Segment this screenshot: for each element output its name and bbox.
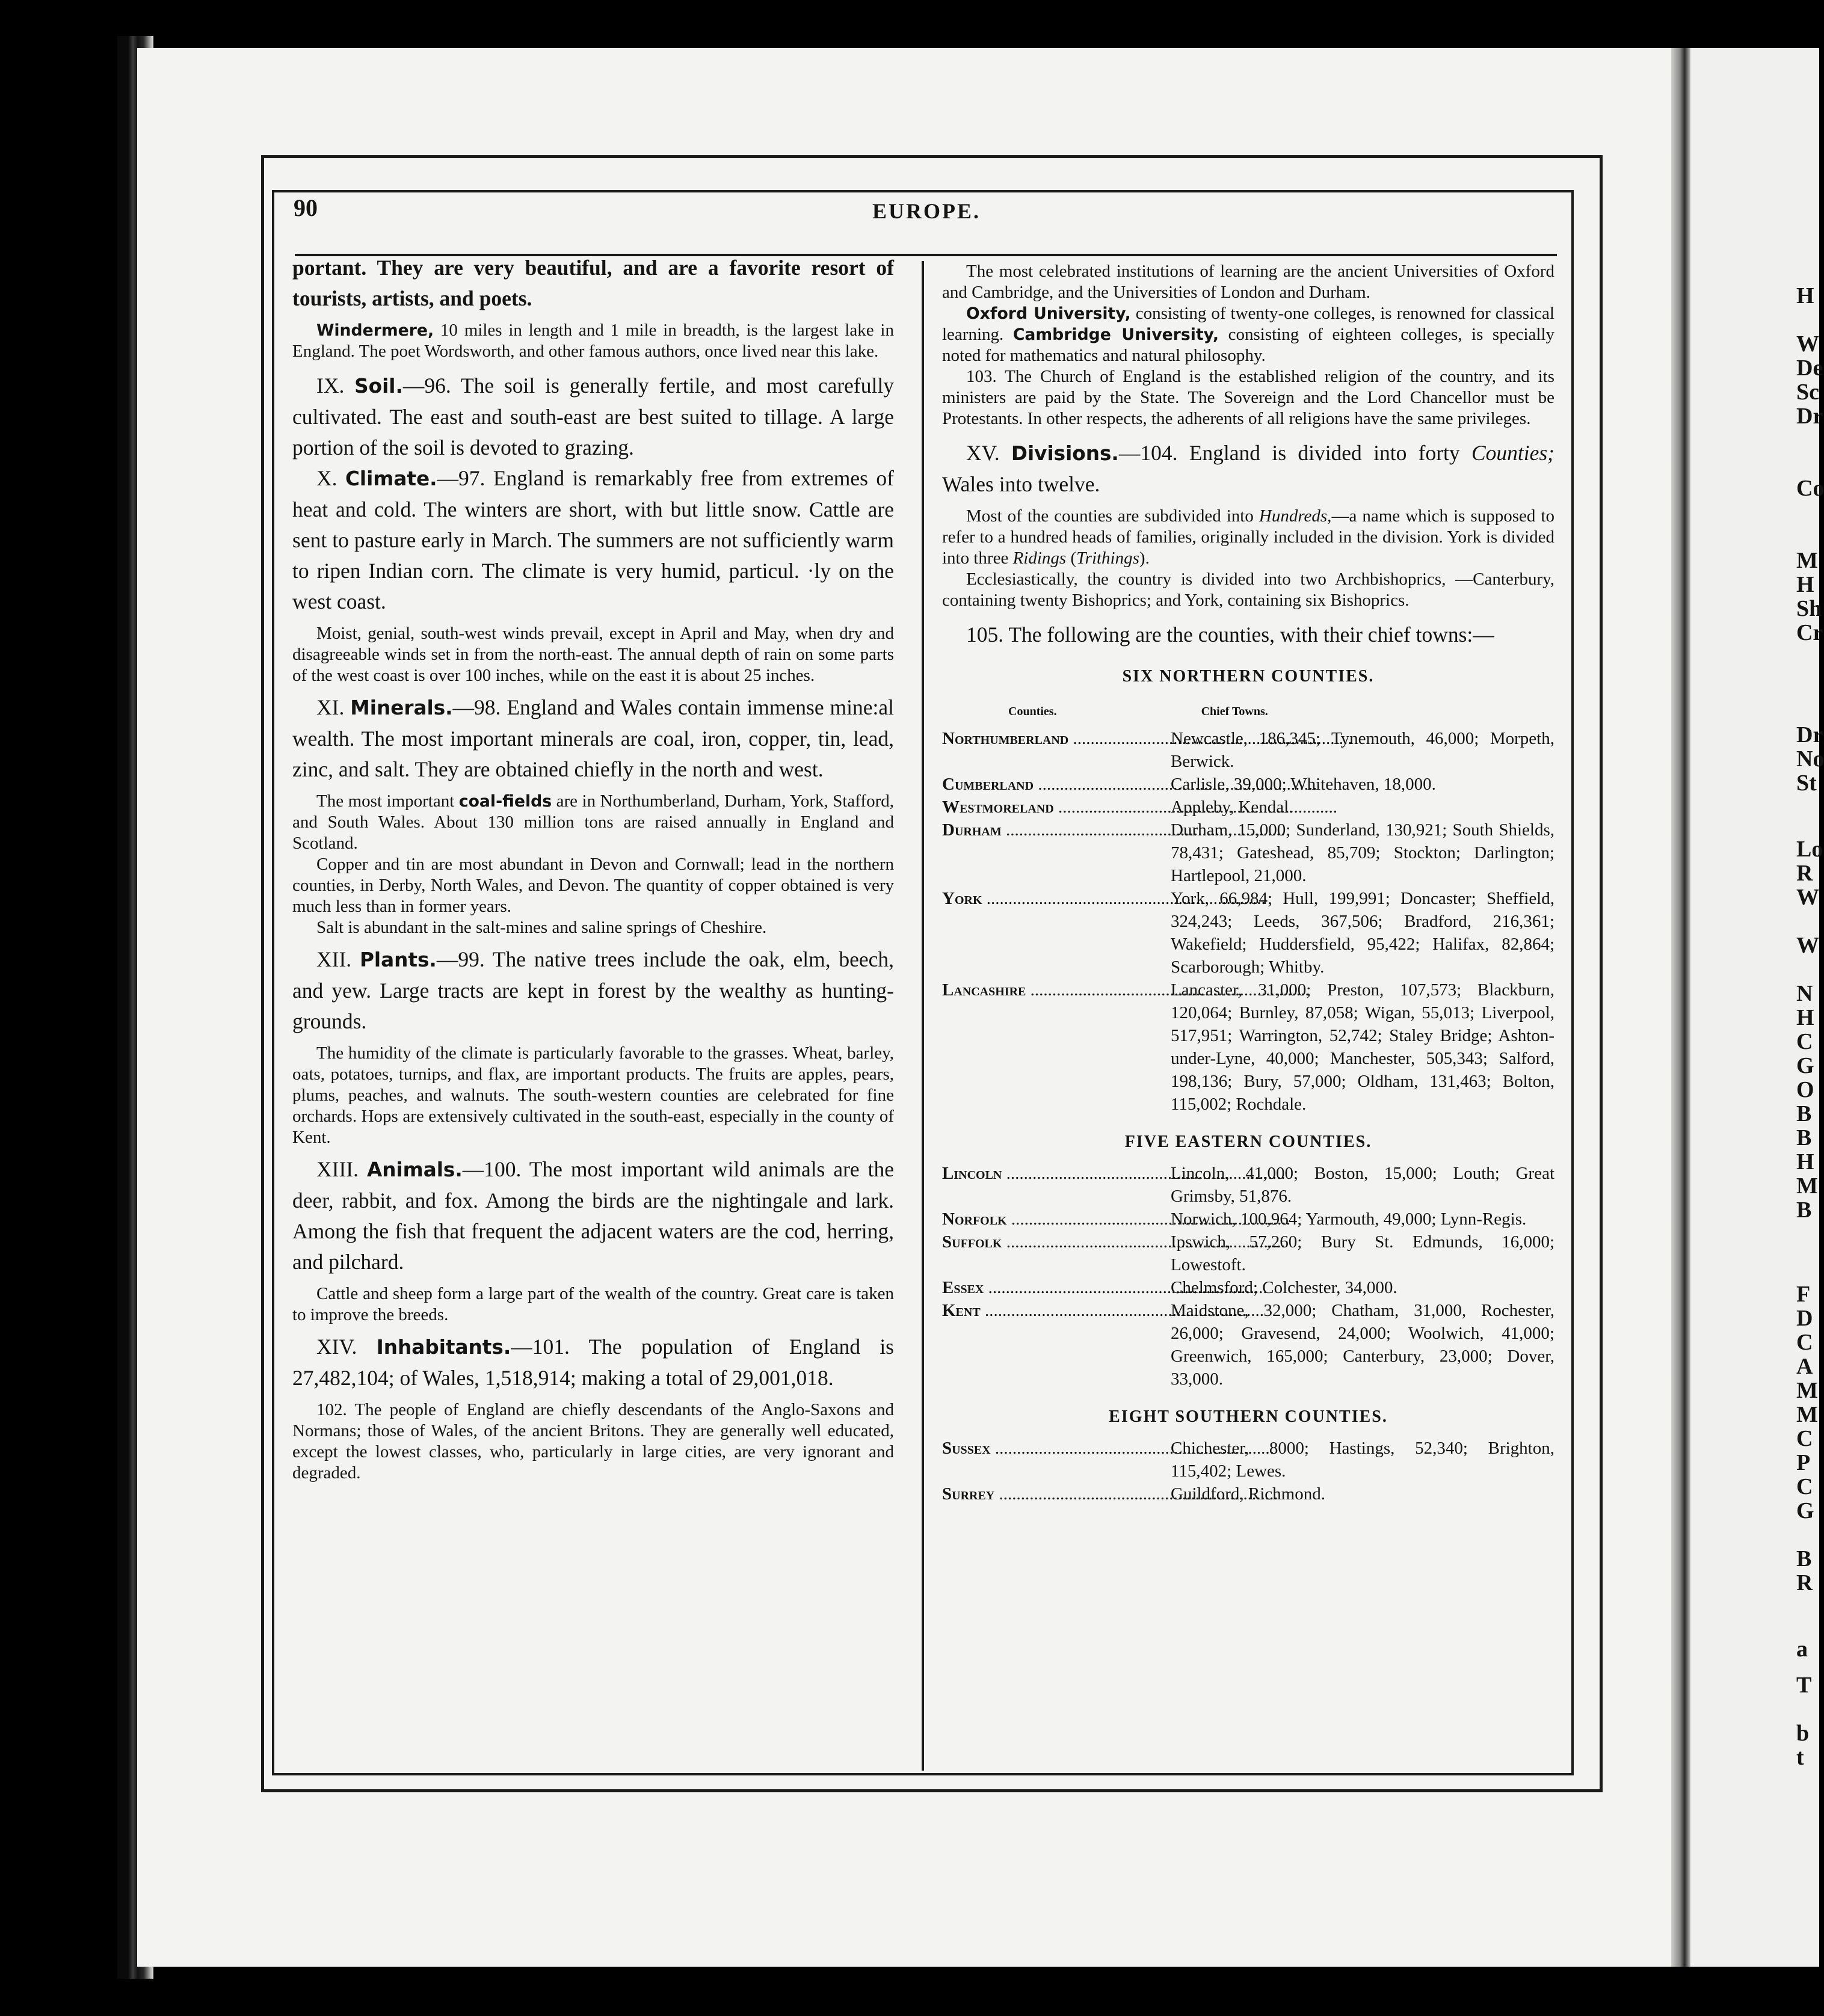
adjacent-page-fragment: M (1796, 1173, 1818, 1199)
adjacent-page-fragment: O (1796, 1077, 1814, 1102)
adjacent-page-fragment: H (1796, 572, 1814, 597)
adjacent-page-fragment: T (1796, 1673, 1812, 1698)
adjacent-page-fragment: R (1796, 861, 1813, 886)
county-row (942, 1483, 1554, 1505)
county-row (942, 819, 1554, 887)
adjacent-page-fragment: W (1796, 933, 1819, 958)
adjacent-page-fragment: C (1796, 1426, 1813, 1451)
county-row (942, 1276, 1554, 1299)
county-towns: Lincoln, 41,000; Boston, 15,000; Louth; Great Grimsby, 51,876. (1171, 1164, 1554, 1206)
county-name: Sussex ..... (942, 1437, 1171, 1483)
adjacent-page-fragment: B (1796, 1101, 1812, 1126)
minerals-heading: Minerals. (350, 696, 453, 719)
plants-number: XII. (316, 947, 360, 971)
oxford-text: consisting of twenty-one colleges, is renowned for classical learning. (942, 304, 1554, 344)
adjacent-page-fragment: M (1796, 1402, 1818, 1427)
adjacent-page-fragment: G (1796, 1498, 1814, 1523)
county-group-title: FIVE EASTERN COUNTIES. (1124, 1132, 1372, 1151)
adjacent-page-fragment: Lo (1796, 837, 1823, 862)
divisions-text-b: Wales into twelve. (942, 472, 1100, 496)
salt-note: Salt is abundant in the salt-mines and saline springs of Cheshire. (316, 918, 767, 937)
left-column (292, 253, 894, 1484)
inhabitants-heading: Inhabitants. (376, 1336, 511, 1359)
animals-heading: Animals. (366, 1158, 463, 1181)
hundreds-note (942, 506, 1554, 569)
church-note: 103. The Church of England is the established religion of the country, and its ministers are paid by the State. The Sovereign and the Lord Chancellor must be Protestants. In other respects, the adherents of all religions have the same privileges. (942, 367, 1554, 428)
windermere-note (292, 320, 894, 362)
hundreds-term: Hundreds, (1259, 506, 1332, 526)
ridings-text: ( (1066, 549, 1077, 568)
county-towns: Appleby, Kendal. (1171, 797, 1293, 817)
county-name: Northumberland ..... (942, 727, 1171, 773)
plants-note: The humidity of the climate is particularly favorable to the grasses. Wheat, barley, oats, potatoes, turnips, and flax, are important products. The fruits are apples, pears, plums, peaches, and walnuts. The south-western counties are celebrated for fine orchards. Hops are extensively cultivated in the south-east, especially in the county of Kent. (292, 1043, 894, 1147)
learning-note: The most celebrated institutions of learning are the ancient Universities of Oxford and Cambridge, and the Universities of London and Durham. (942, 262, 1554, 302)
county-towns: York, 66,984; Hull, 199,991; Doncaster; Sheffield, 324,243; Leeds, 367,506; Bradford, 216,361; Wakefield; Huddersfield, 95,422; Halifax, 82,864; Scarborough; Whitby. (1171, 889, 1554, 977)
adjacent-page-fragment: G (1796, 1053, 1814, 1078)
adjacent-page-fragment: Cr (1796, 620, 1823, 645)
adjacent-page-fragment: M (1796, 1378, 1818, 1403)
plants-text: —99. The native trees include the oak, elm, beech, and yew. Large tracts are kept in forest by the wealthy as hunting-grounds. (292, 947, 895, 1033)
county-name: Suffolk ..... (942, 1231, 1171, 1276)
section-climate (292, 463, 894, 617)
section-minerals (292, 692, 894, 785)
soil-text: —96. The soil is generally fertile, and most carefully cultivated. The east and south-east are best suited to tillage. A large portion of the soil is devoted to grazing. (292, 373, 894, 459)
inhabitants-text: —101. The population of England is 27,482,104; of Wales, 1,518,914; making a total of 29,001,018. (292, 1335, 894, 1390)
adjacent-page-fragment: D (1796, 1306, 1813, 1331)
adjacent-page-fragment: N (1796, 981, 1813, 1006)
county-towns: Newcastle, 186,345; Tynemouth, 46,000; Morpeth, Berwick. (1171, 729, 1554, 771)
county-group-title: SIX NORTHERN COUNTIES. (1122, 667, 1375, 686)
adjacent-page-fragment: W (1796, 885, 1819, 910)
county-row (942, 979, 1554, 1116)
adjacent-page-fragment: No (1796, 746, 1824, 772)
animals-note: Cattle and sheep form a large part of the wealth of the country. Great care is taken to improve the breeds. (292, 1284, 894, 1324)
soil-heading: Soil. (354, 375, 403, 398)
county-name: Norfolk ..... (942, 1208, 1171, 1231)
coal-text: are in Northumberland, Durham, York, Stafford, and South Wales. About 130 million tons are raised annually in England and Scotland. (292, 791, 894, 853)
county-name: Cumberland ..... (942, 773, 1171, 796)
county-towns: Norwich, 100,964; Yarmouth, 49,000; Lynn-Regis. (1171, 1209, 1527, 1229)
section-animals (292, 1154, 894, 1277)
county-towns: Ipswich, 57,260; Bury St. Edmunds, 16,000; Lowestoft. (1171, 1232, 1554, 1274)
oxford-term: Oxford University, (966, 304, 1131, 323)
adjacent-page-fragment: B (1796, 1125, 1812, 1151)
climate-text: —97. England is remarkably free from extremes of heat and cold. The winters are short, with but little snow. Cattle are sent to pasture early in March. The summers are not sufficiently warm to ripen Indian corn. The climate is very humid, particul. ·ly on the west coast. (292, 466, 894, 613)
adjacent-page-fragment: H (1796, 1005, 1814, 1030)
hundreds-text-a: Most of the counties are subdivided into (966, 506, 1259, 526)
adjacent-page-fragment: Sh (1796, 596, 1822, 621)
soil-number: IX. (316, 373, 355, 398)
column-divider (922, 261, 924, 1771)
county-towns: Durham, 15,000; Sunderland, 130,921; South Shields, 78,431; Gateshead, 85,709; Stockton; Darlington; Hartlepool, 21,000. (1171, 820, 1554, 885)
adjacent-page-fragment: a (1796, 1636, 1808, 1662)
adjacent-page-fragment: W (1796, 331, 1819, 357)
county-row (942, 773, 1554, 796)
counties-column-header: Counties. (1008, 705, 1057, 718)
adjacent-page-fragment: t (1796, 1745, 1804, 1770)
adjacent-page-fragment: H (1796, 283, 1814, 309)
towns-column-header: Chief Towns. (1201, 705, 1268, 718)
county-towns: Carlisle, 39,000; Whitehaven, 18,000. (1171, 775, 1436, 794)
paragraph-intro: portant. They are very beautiful, and are a favorite resort of tourists, artists, and poets. (292, 256, 894, 310)
climate-heading: Climate. (345, 467, 437, 490)
county-towns: Lancaster, 31,000; Preston, 107,573; Blackburn, 120,064; Burnley, 87,058; Wigan, 55,013; Liverpool, 517,951; Warrington, 52,742; Staley Bridge; Ashton-under-Lyne, 40,000; Manchester, 505,343; Salford, 198,136; Bury, 57,000; Oldham, 131,463; Bolton, 115,002; Rochdale. (1171, 980, 1554, 1114)
adjacent-page-fragment: R (1796, 1570, 1813, 1596)
adjacent-page-fragment: Dr (1796, 722, 1823, 748)
county-row (942, 1437, 1554, 1483)
universities-note (942, 303, 1554, 366)
page-gutter (1671, 48, 1690, 1967)
climate-number: X. (316, 466, 345, 490)
county-name: Surrey ..... (942, 1483, 1171, 1505)
counties-intro: 105. The following are the counties, with their chief towns:— (966, 622, 1494, 647)
trithings-term: Trithings (1076, 549, 1139, 568)
county-column-headers (1008, 696, 1554, 727)
adjacent-page-fragment: F (1796, 1282, 1811, 1307)
minerals-text: —98. England and Wales contain immense mine:al wealth. The most important minerals are coal, iron, copper, tin, lead, zinc, and salt. They are obtained chiefly in the north and west. (292, 695, 894, 781)
cambridge-text: consisting of eighteen colleges, is specially noted for mathematics and natural philosophy. (942, 325, 1554, 365)
county-row (942, 887, 1554, 979)
adjacent-page-fragment: A (1796, 1354, 1813, 1379)
county-row (942, 1231, 1554, 1276)
climate-note: Moist, genial, south-west winds prevail, except in April and May, when dry and disagreeable winds set in from the north-east. The annual depth of rain on some parts of the west coast is over 100 inches, while on the east it is about 25 inches. (292, 624, 894, 685)
right-column (942, 261, 1554, 1505)
adjacent-page-fragment: C (1796, 1474, 1813, 1499)
county-group-title: EIGHT SOUTHERN COUNTIES. (1109, 1407, 1388, 1426)
adjacent-page-fragment: C (1796, 1330, 1813, 1355)
county-row (942, 1208, 1554, 1231)
animals-number: XIII. (316, 1157, 367, 1181)
county-towns: Chelmsford; Colchester, 34,000. (1171, 1278, 1397, 1297)
adjacent-page-fragment: P (1796, 1450, 1811, 1475)
plants-heading: Plants. (359, 948, 437, 971)
copper-note: Copper and tin are most abundant in Devon and Cornwall; lead in the northern counties, in Derby, North Wales, and Devon. The quantity of copper obtained is very much less than in former years. (292, 855, 894, 916)
county-towns: Guildford, Richmond. (1171, 1484, 1325, 1504)
county-name: Westmoreland ..... (942, 796, 1171, 819)
windermere-term: Windermere, (316, 321, 434, 340)
divisions-number: XV. (966, 441, 1011, 465)
counties-table (942, 661, 1554, 1505)
divisions-text-a: —104. England is divided into forty (1118, 441, 1471, 465)
divisions-counties: Counties; (1471, 441, 1554, 465)
hundreds-text-b: —a name which is supposed to refer to a hundred heads of families, originally included in the division. York is divided into three (942, 506, 1554, 568)
county-name: Durham ..... (942, 819, 1171, 887)
adjacent-page-fragment: De (1796, 355, 1823, 381)
coal-term: coal-fields (458, 792, 552, 811)
people-note: 102. The people of England are chiefly descendants of the Anglo-Saxons and Normans; those of Wales, of the ancient Britons. They are generally well educated, except the lowest classes, who, particularly in large cities, are very ignorant and degraded. (292, 1400, 894, 1483)
county-name: Kent ..... (942, 1299, 1171, 1391)
inhabitants-number: XIV. (316, 1335, 377, 1359)
county-row (942, 727, 1554, 773)
page-number: 90 (294, 194, 318, 221)
trithings-text: ). (1139, 549, 1150, 568)
adjacent-page-fragment: C (1796, 1029, 1813, 1054)
section-soil (292, 370, 894, 463)
animals-text: —100. The most important wild animals are the deer, rabbit, and fox. Among the birds are the nightingale and lark. Among the fish that frequent the adjacent waters are the cod, herring, and pilchard. (292, 1157, 895, 1274)
ecclesiastical-note: Ecclesiastically, the country is divided into two Archbishoprics, —Canterbury, containing twenty Bishoprics; and York, containing six Bishoprics. (942, 570, 1554, 610)
adjacent-page-fragment: St (1796, 770, 1817, 796)
section-divisions (942, 438, 1554, 500)
adjacent-page-fragment: Dr (1796, 404, 1823, 429)
cambridge-term: Cambridge University, (1012, 325, 1219, 344)
adjacent-page-fragment: B (1796, 1197, 1812, 1223)
section-inhabitants (292, 1332, 894, 1394)
minerals-number: XI. (316, 695, 351, 719)
divisions-heading: Divisions. (1011, 442, 1119, 465)
county-name: Lancashire ..... (942, 979, 1171, 1116)
adjacent-page-fragment: H (1796, 1149, 1814, 1175)
running-title: EUROPE. (872, 199, 981, 223)
county-row (942, 1299, 1554, 1391)
adjacent-page-fragment: B (1796, 1546, 1812, 1572)
county-towns: Maidstone, 32,000; Chatham, 31,000, Rochester, 26,000; Gravesend, 24,000; Woolwich, 41,000; Greenwich, 165,000; Canterbury, 23,000; Dover, 33,000. (1171, 1301, 1554, 1389)
windermere-text: 10 miles in length and 1 mile in breadth, is the largest lake in England. The poet Wordsworth, and other famous authors, once lived near this lake. (292, 321, 894, 361)
adjacent-page-fragment: Sc (1796, 380, 1819, 405)
county-name: York ..... (942, 887, 1171, 979)
county-towns: Chichester, 8000; Hastings, 52,340; Brighton, 115,402; Lewes. (1171, 1439, 1554, 1481)
coal-pre: The most important (316, 791, 459, 811)
coal-note (292, 791, 894, 854)
county-row (942, 796, 1554, 819)
section-plants (292, 944, 894, 1037)
adjacent-page-fragment: Co (1796, 476, 1824, 501)
ridings-term: Ridings (1012, 549, 1067, 568)
adjacent-page-fragment: b (1796, 1721, 1810, 1746)
county-name: Essex ..... (942, 1276, 1171, 1299)
adjacent-page-fragment: M (1796, 548, 1818, 573)
county-name: Lincoln ..... (942, 1162, 1171, 1208)
county-row (942, 1162, 1554, 1208)
